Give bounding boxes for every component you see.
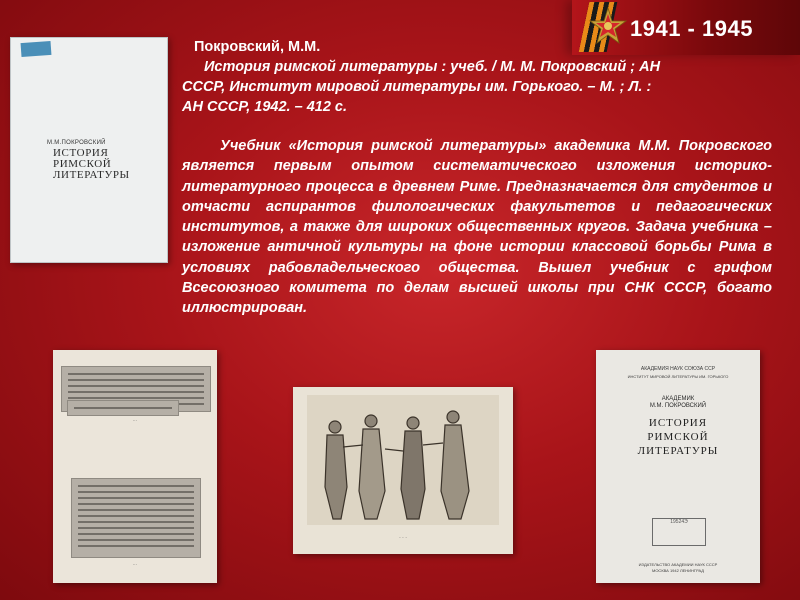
title-page-author: АКАДЕМИК М.М. ПОКРОВСКИЙ [649, 396, 707, 409]
library-sticker [21, 41, 52, 57]
inscription-stone-bottom [71, 478, 201, 558]
description-text: Учебник «История римской литературы» академика М.М. Покровского является первым опытом систематического изложения историко-литературного процесса в древнем Риме. Предназначается для студентов и отчасти аспирантов филологических факультетов и педагогических институтов, а также для широких общественных кругов. Задача учебника – изложение античной культуры на фоне истории классовой борьбы Рима в условиях рабовладельческого общества. Вышел учебник с грифом Всесоюзного комитета по делам высшей школы при СНК СССР, богато иллюстрирован. [182, 138, 772, 317]
reference-line-2: СССР, Институт мировой литературы им. Горького. – М. ; Л. : [182, 79, 652, 95]
reference-line-1: История римской литературы : учеб. / М. М. Покровский ; АН [204, 59, 661, 75]
svg-text:· · ·: · · · [399, 535, 407, 541]
title-page-publisher: ИЗДАТЕЛЬСТВО АКАДЕМИИ НАУК СССР МОСКВА 1942 ЛЕНИНГРАД [638, 562, 718, 573]
reference-line-3: АН СССР, 1942. – 412 с. [182, 99, 348, 115]
reference-author: Покровский, М.М. [194, 39, 321, 55]
bibliographic-reference [182, 37, 772, 117]
cover-title: ИСТОРИЯ РИМСКОЙ ЛИТЕРАТУРЫ [53, 147, 130, 181]
title-page-image [596, 350, 760, 583]
title-page-title: ИСТОРИЯ РИМСКОЙ ЛИТЕРАТУРЫ [637, 417, 719, 457]
library-stamp: 19524Э [652, 518, 706, 546]
inscription-page-image [53, 350, 217, 583]
caption-top: ··· [132, 418, 138, 423]
fresco-illustration-image [293, 387, 513, 554]
inscription-stone-strip [67, 400, 179, 416]
cover-author: М.М.ПОКРОВСКИЙ [47, 140, 106, 146]
banner-years: 1941 - 1945 [630, 16, 753, 41]
title-page-institute: ИНСТИТУТ МИРОВОЙ ЛИТЕРАТУРЫ ИМ. ГОРЬКОГО [627, 374, 729, 379]
fresco-figures [293, 387, 513, 554]
book-cover-image [10, 37, 168, 263]
title-page-academy: АКАДЕМИЯ НАУК СОЮЗА ССР [640, 366, 716, 372]
book-description [182, 136, 772, 319]
caption-bottom: ··· [132, 562, 138, 567]
